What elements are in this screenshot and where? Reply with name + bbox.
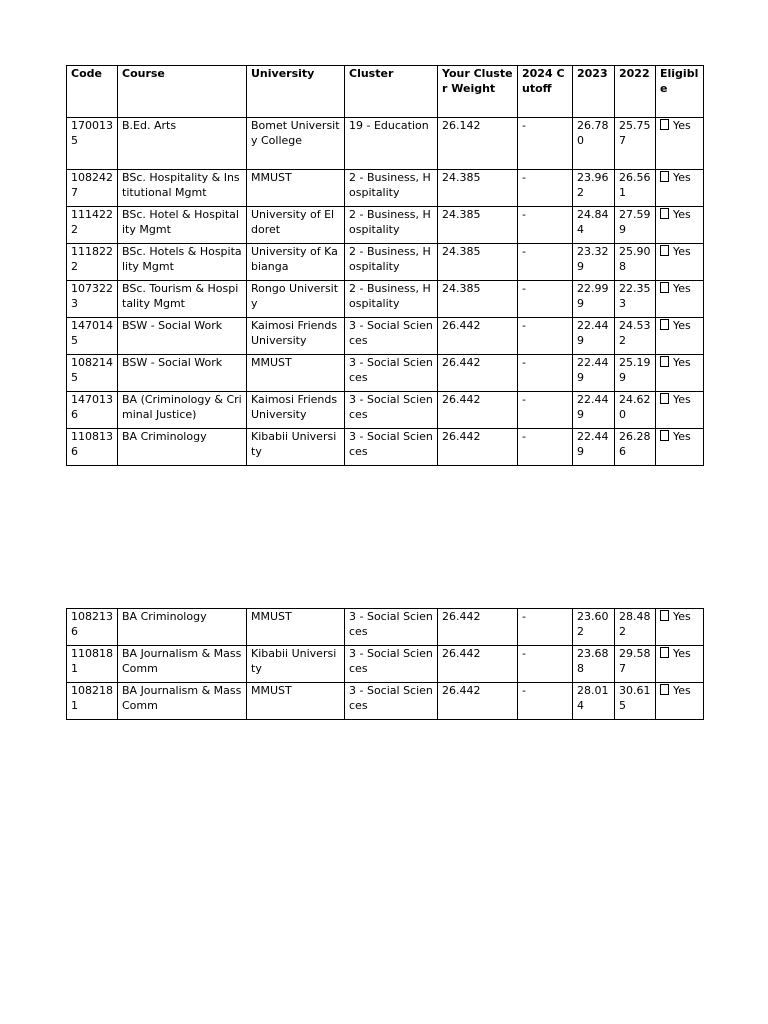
cell-eligible [656, 646, 704, 683]
cell-cluster: 2 - Business, Hospitality [345, 244, 438, 281]
table-row [67, 392, 704, 429]
cell-2022: 26.561 [615, 170, 656, 207]
cell-code: 1082427 [67, 170, 118, 207]
cell-2023: 22.449 [573, 429, 615, 466]
cell-weight: 24.385 [438, 244, 518, 281]
cell-weight: 26.142 [438, 118, 518, 170]
cell-cluster: 3 - Social Sciences [345, 609, 438, 646]
cell-university: MMUST [247, 609, 345, 646]
cell-2023: 23.602 [573, 609, 615, 646]
eligible-label: Yes [673, 647, 691, 660]
cell-university: University of Kabianga [247, 244, 345, 281]
cell-2023: 23.962 [573, 170, 615, 207]
cell-course: BSc. Hotel & Hospitality Mgmt [118, 207, 247, 244]
eligible-label: Yes [673, 393, 691, 406]
cell-university: Kibabii University [247, 646, 345, 683]
cell-eligible [656, 429, 704, 466]
header-2022: 2022 [615, 66, 656, 118]
missing-glyph-icon [660, 171, 669, 182]
cell-cutoff-2024: - [518, 318, 573, 355]
cell-cutoff-2024: - [518, 683, 573, 720]
missing-glyph-icon [660, 245, 669, 256]
cell-2022: 24.532 [615, 318, 656, 355]
table-row [67, 281, 704, 318]
header-course: Course [118, 66, 247, 118]
cell-code: 1470145 [67, 318, 118, 355]
table-row [67, 207, 704, 244]
cell-code: 1114222 [67, 207, 118, 244]
cell-course: B.Ed. Arts [118, 118, 247, 170]
cell-cutoff-2024: - [518, 392, 573, 429]
cell-2023: 22.999 [573, 281, 615, 318]
header-eligible: Eligible [656, 66, 704, 118]
eligible-label: Yes [673, 430, 691, 443]
cell-code: 1082145 [67, 355, 118, 392]
table-row [67, 683, 704, 720]
eligible-label: Yes [673, 245, 691, 258]
cell-2022: 30.615 [615, 683, 656, 720]
cell-eligible [656, 244, 704, 281]
cell-2023: 22.449 [573, 318, 615, 355]
missing-glyph-icon [660, 208, 669, 219]
cell-cluster: 3 - Social Sciences [345, 646, 438, 683]
cell-weight: 26.442 [438, 318, 518, 355]
cell-university: Kaimosi Friends University [247, 392, 345, 429]
cell-weight: 24.385 [438, 170, 518, 207]
cell-code: 1082136 [67, 609, 118, 646]
cell-university: Kibabii University [247, 429, 345, 466]
cell-weight: 26.442 [438, 646, 518, 683]
cell-eligible [656, 170, 704, 207]
cell-2023: 22.449 [573, 392, 615, 429]
cell-course: BSc. Hotels & Hospitality Mgmt [118, 244, 247, 281]
header-2023: 2023 [573, 66, 615, 118]
missing-glyph-icon [660, 610, 669, 621]
table-row [67, 355, 704, 392]
missing-glyph-icon [660, 319, 669, 330]
cell-2022: 28.482 [615, 609, 656, 646]
cell-eligible [656, 118, 704, 170]
eligible-label: Yes [673, 610, 691, 623]
cell-university: Rongo University [247, 281, 345, 318]
cell-code: 1700135 [67, 118, 118, 170]
cell-cluster: 2 - Business, Hospitality [345, 170, 438, 207]
cell-eligible [656, 609, 704, 646]
header-weight: Your Cluster Weight [438, 66, 518, 118]
cell-eligible [656, 392, 704, 429]
cell-course: BSc. Hospitality & Institutional Mgmt [118, 170, 247, 207]
cell-2023: 24.844 [573, 207, 615, 244]
cell-cutoff-2024: - [518, 355, 573, 392]
cell-code: 1108136 [67, 429, 118, 466]
cell-cutoff-2024: - [518, 646, 573, 683]
cell-cluster: 3 - Social Sciences [345, 392, 438, 429]
cell-weight: 26.442 [438, 609, 518, 646]
missing-glyph-icon [660, 356, 669, 367]
cell-cluster: 19 - Education [345, 118, 438, 170]
cell-2022: 27.599 [615, 207, 656, 244]
cell-course: BSW - Social Work [118, 355, 247, 392]
cell-eligible [656, 281, 704, 318]
cell-eligible [656, 207, 704, 244]
cell-cutoff-2024: - [518, 429, 573, 466]
cell-2023: 26.780 [573, 118, 615, 170]
eligible-label: Yes [673, 282, 691, 295]
cell-2022: 24.620 [615, 392, 656, 429]
cell-course: BSc. Tourism & Hospitality Mgmt [118, 281, 247, 318]
missing-glyph-icon [660, 647, 669, 658]
cell-cutoff-2024: - [518, 609, 573, 646]
cell-2023: 23.329 [573, 244, 615, 281]
cell-cutoff-2024: - [518, 281, 573, 318]
header-cutoff-2024: 2024 Cutoff [518, 66, 573, 118]
cell-2022: 25.908 [615, 244, 656, 281]
cell-cluster: 2 - Business, Hospitality [345, 207, 438, 244]
eligible-label: Yes [673, 171, 691, 184]
cell-cutoff-2024: - [518, 170, 573, 207]
cell-2022: 25.757 [615, 118, 656, 170]
cell-cluster: 3 - Social Sciences [345, 429, 438, 466]
course-table-page-top [66, 65, 704, 466]
cell-weight: 26.442 [438, 392, 518, 429]
cell-2022: 25.199 [615, 355, 656, 392]
cell-2022: 22.353 [615, 281, 656, 318]
eligible-label: Yes [673, 319, 691, 332]
cell-weight: 26.442 [438, 355, 518, 392]
table-row [67, 318, 704, 355]
cell-weight: 26.442 [438, 429, 518, 466]
cell-weight: 24.385 [438, 207, 518, 244]
missing-glyph-icon [660, 684, 669, 695]
header-cluster: Cluster [345, 66, 438, 118]
cell-university: Kaimosi Friends University [247, 318, 345, 355]
eligible-label: Yes [673, 356, 691, 369]
cell-2022: 26.286 [615, 429, 656, 466]
table-row [67, 170, 704, 207]
table-row [67, 244, 704, 281]
cell-course: BA Journalism & Mass Comm [118, 683, 247, 720]
eligible-label: Yes [673, 208, 691, 221]
cell-university: University of Eldoret [247, 207, 345, 244]
cell-code: 1118222 [67, 244, 118, 281]
cell-code: 1073223 [67, 281, 118, 318]
cell-eligible [656, 683, 704, 720]
cell-course: BA Journalism & Mass Comm [118, 646, 247, 683]
cell-weight: 26.442 [438, 683, 518, 720]
cell-cluster: 3 - Social Sciences [345, 318, 438, 355]
cell-course: BA (Criminology & Criminal Justice) [118, 392, 247, 429]
cell-university: MMUST [247, 683, 345, 720]
cell-university: MMUST [247, 170, 345, 207]
cell-eligible [656, 318, 704, 355]
missing-glyph-icon [660, 430, 669, 441]
missing-glyph-icon [660, 282, 669, 293]
table-row [67, 429, 704, 466]
table-row [67, 609, 704, 646]
header-code: Code [67, 66, 118, 118]
eligible-label: Yes [673, 119, 691, 132]
course-table-page-bottom [66, 608, 704, 720]
cell-code: 1470136 [67, 392, 118, 429]
cell-eligible [656, 355, 704, 392]
missing-glyph-icon [660, 393, 669, 404]
cell-course: BA Criminology [118, 609, 247, 646]
cell-cluster: 3 - Social Sciences [345, 683, 438, 720]
cell-2023: 22.449 [573, 355, 615, 392]
cell-2023: 23.688 [573, 646, 615, 683]
missing-glyph-icon [660, 119, 669, 130]
table-header-row [67, 66, 704, 118]
header-university: University [247, 66, 345, 118]
cell-cutoff-2024: - [518, 118, 573, 170]
cell-2023: 28.014 [573, 683, 615, 720]
cell-university: MMUST [247, 355, 345, 392]
cell-cutoff-2024: - [518, 207, 573, 244]
cell-university: Bomet University College [247, 118, 345, 170]
cell-weight: 24.385 [438, 281, 518, 318]
cell-code: 1082181 [67, 683, 118, 720]
cell-cluster: 2 - Business, Hospitality [345, 281, 438, 318]
cell-course: BSW - Social Work [118, 318, 247, 355]
cell-cutoff-2024: - [518, 244, 573, 281]
eligible-label: Yes [673, 684, 691, 697]
table-row [67, 646, 704, 683]
table-row [67, 118, 704, 170]
cell-course: BA Criminology [118, 429, 247, 466]
cell-code: 1108181 [67, 646, 118, 683]
cell-cluster: 3 - Social Sciences [345, 355, 438, 392]
cell-2022: 29.587 [615, 646, 656, 683]
